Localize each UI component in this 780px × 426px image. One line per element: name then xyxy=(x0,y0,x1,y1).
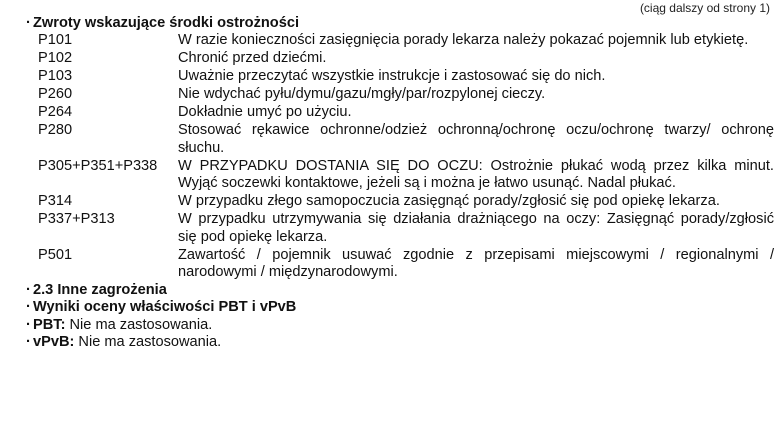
statement-row xyxy=(38,68,774,85)
statement-row xyxy=(38,50,774,67)
statement-code: P305+P351+P338 xyxy=(38,157,158,174)
statement-code: P103 xyxy=(38,68,73,85)
pbt-line xyxy=(26,316,774,334)
statement-text: Chronić przed dziećmi. xyxy=(178,50,327,67)
pbt-assessment-heading-text: Wyniki oceny właściwości PBT i vPvB xyxy=(33,299,297,316)
statement-row xyxy=(38,158,774,193)
statement-code: P314 xyxy=(38,193,73,210)
vpvb-line xyxy=(26,334,774,351)
statement-code: P264 xyxy=(38,104,73,121)
continued-note: (ciąg dalszy od strony 1) xyxy=(639,1,770,15)
document-page xyxy=(26,15,774,352)
statement-text: W przypadku złego samopoczucia zasięgnąć porady/zgłosić się pod opiekę lekarza. xyxy=(178,193,720,210)
statement-text: W razie konieczności zasięgnięcia porady lekarza należy pokazać pojemnik lub etykietę. xyxy=(178,32,749,49)
precautionary-heading-text: Zwroty wskazujące środki ostrożności xyxy=(33,15,300,31)
statement-row xyxy=(38,32,774,49)
pbt-value: Nie ma zastosowania. xyxy=(65,316,213,333)
bullet-dot: · xyxy=(26,299,31,316)
statement-code: P260 xyxy=(38,86,73,103)
statement-text: W PRZYPADKU DOSTANIA SIĘ DO OCZU: Ostrożnie płukać wodą przez kilka minut. Wyjąć soczewki kontaktowe, jeżeli są i można je łatwo usunąć. Nadal płukać. xyxy=(178,157,774,192)
bullet-dot: · xyxy=(26,15,31,31)
bullet-dot: · xyxy=(26,316,31,333)
statement-text: Zawartość / pojemnik usuwać zgodnie z przepisami miejscowymi / regionalnymi / narodowymi / międzynarodowymi. xyxy=(178,246,774,281)
pbt-label: PBT: xyxy=(33,316,66,333)
other-hazards-heading-text: 2.3 Inne zagrożenia xyxy=(33,282,167,299)
statement-text: Dokładnie umyć po użyciu. xyxy=(178,104,352,121)
vpvb-label: vPvB: xyxy=(33,334,75,351)
statement-row xyxy=(38,211,774,246)
vpvb-value: Nie ma zastosowania. xyxy=(74,334,222,351)
statement-code: P337+P313 xyxy=(38,211,115,228)
statement-code: P280 xyxy=(38,122,73,139)
statement-text: Nie wdychać pyłu/dymu/gazu/mgły/par/rozpylonej cieczy. xyxy=(178,86,546,103)
statement-code: P501 xyxy=(38,246,73,263)
statement-text: Stosować rękawice ochronne/odzież ochronną/ochronę oczu/ochronę twarzy/ ochronę słuchu. xyxy=(178,122,774,156)
statement-row xyxy=(38,247,774,282)
precautionary-heading xyxy=(26,15,774,32)
other-hazards-heading xyxy=(26,282,774,299)
bullet-dot: · xyxy=(26,282,31,299)
pbt-assessment-heading xyxy=(26,299,774,316)
statement-row xyxy=(38,122,774,157)
statement-code: P101 xyxy=(38,32,73,49)
statement-row xyxy=(38,193,774,210)
statement-row xyxy=(38,86,774,103)
statement-text: Uważnie przeczytać wszystkie instrukcje i zastosować się do nich. xyxy=(178,68,606,85)
statement-row xyxy=(38,104,774,121)
precautionary-statements-list xyxy=(38,32,774,281)
statement-text: W przypadku utrzymywania się działania drażniącego na oczy: Zasięgnąć porady/zgłosić się pod opiekę lekarza. xyxy=(178,211,774,245)
statement-code: P102 xyxy=(38,50,73,67)
bullet-dot: · xyxy=(26,334,31,351)
